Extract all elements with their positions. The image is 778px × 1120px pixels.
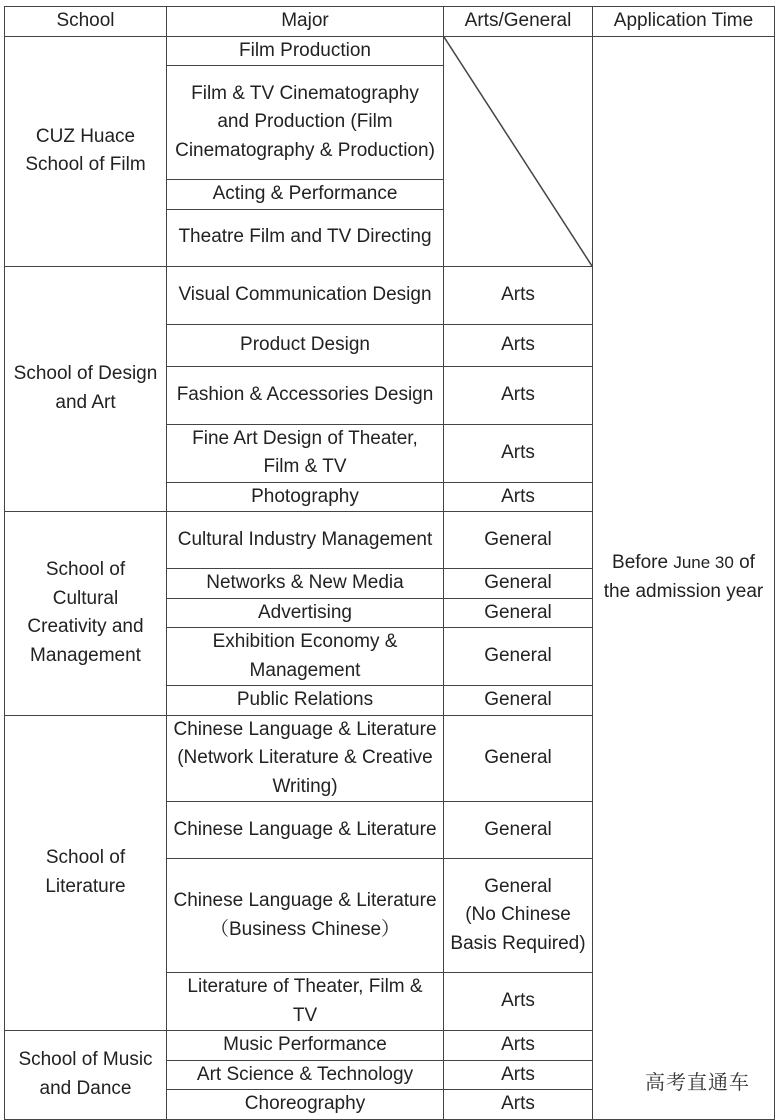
not-applicable-cell xyxy=(444,36,593,266)
arts-general-value: Arts xyxy=(444,973,593,1031)
major-name: Exhibition Economy & Management xyxy=(167,628,444,686)
major-name: Photography xyxy=(167,482,444,512)
diagonal-slash xyxy=(444,37,592,266)
major-name: Chinese Language & Literature (Network Literature & Creative Writing) xyxy=(167,715,444,802)
school-name: CUZ Huace School of Film xyxy=(5,36,167,266)
school-name: School of Literature xyxy=(5,715,167,1031)
school-name: School of Cultural Creativity and Management xyxy=(5,512,167,716)
school-name: School of Design and Art xyxy=(5,266,167,512)
major-name: Chinese Language & Literature （Business Chinese） xyxy=(167,859,444,973)
arts-general-value: General xyxy=(444,598,593,628)
arts-general-value: General (No Chinese Basis Required) xyxy=(444,859,593,973)
major-name: Theatre Film and TV Directing xyxy=(167,209,444,266)
major-name: Music Performance xyxy=(167,1031,444,1061)
application-time-suffix: of the admission year xyxy=(603,552,764,602)
major-name: Art Science & Technology xyxy=(167,1060,444,1090)
arts-general-value: Arts xyxy=(444,424,593,482)
arts-general-value: General xyxy=(444,569,593,599)
major-name: Cultural Industry Management xyxy=(167,512,444,569)
major-name: Product Design xyxy=(167,324,444,366)
major-name: Film Production xyxy=(167,36,444,66)
major-name: Fine Art Design of Theater, Film & TV xyxy=(167,424,444,482)
arts-general-value: Arts xyxy=(444,1031,593,1061)
arts-general-value: General xyxy=(444,628,593,686)
header-row xyxy=(5,7,775,37)
major-name: Public Relations xyxy=(167,686,444,716)
arts-general-value: Arts xyxy=(444,1060,593,1090)
major-name: Fashion & Accessories Design xyxy=(167,366,444,424)
major-name: Advertising xyxy=(167,598,444,628)
header-school: School xyxy=(5,7,167,37)
major-name: Literature of Theater, Film & TV xyxy=(167,973,444,1031)
major-name: Visual Communication Design xyxy=(167,266,444,324)
header-arts-general: Arts/General xyxy=(444,7,593,37)
major-name: Film & TV Cinematography and Production (Film Cinematography & Production) xyxy=(167,66,444,180)
application-time-date: June 30 xyxy=(673,553,734,572)
watermark: 高考直通车 xyxy=(645,1070,750,1094)
application-time-cell xyxy=(593,36,775,1119)
arts-general-value: General xyxy=(444,512,593,569)
header-application-time: Application Time xyxy=(593,7,775,37)
admissions-table xyxy=(4,6,775,1120)
table-row xyxy=(5,36,775,66)
arts-general-value: Arts xyxy=(444,366,593,424)
header-major: Major xyxy=(167,7,444,37)
arts-general-value: Arts xyxy=(444,482,593,512)
major-name: Acting & Performance xyxy=(167,180,444,210)
arts-general-value: General xyxy=(444,686,593,716)
arts-general-value: Arts xyxy=(444,1090,593,1120)
arts-general-value: Arts xyxy=(444,266,593,324)
application-time-prefix: Before xyxy=(612,552,674,573)
major-name: Chinese Language & Literature xyxy=(167,802,444,859)
arts-general-value: Arts xyxy=(444,324,593,366)
school-name: School of Music and Dance xyxy=(5,1031,167,1120)
arts-general-value: General xyxy=(444,715,593,802)
major-name: Networks & New Media xyxy=(167,569,444,599)
arts-general-value: General xyxy=(444,802,593,859)
major-name: Choreography xyxy=(167,1090,444,1120)
